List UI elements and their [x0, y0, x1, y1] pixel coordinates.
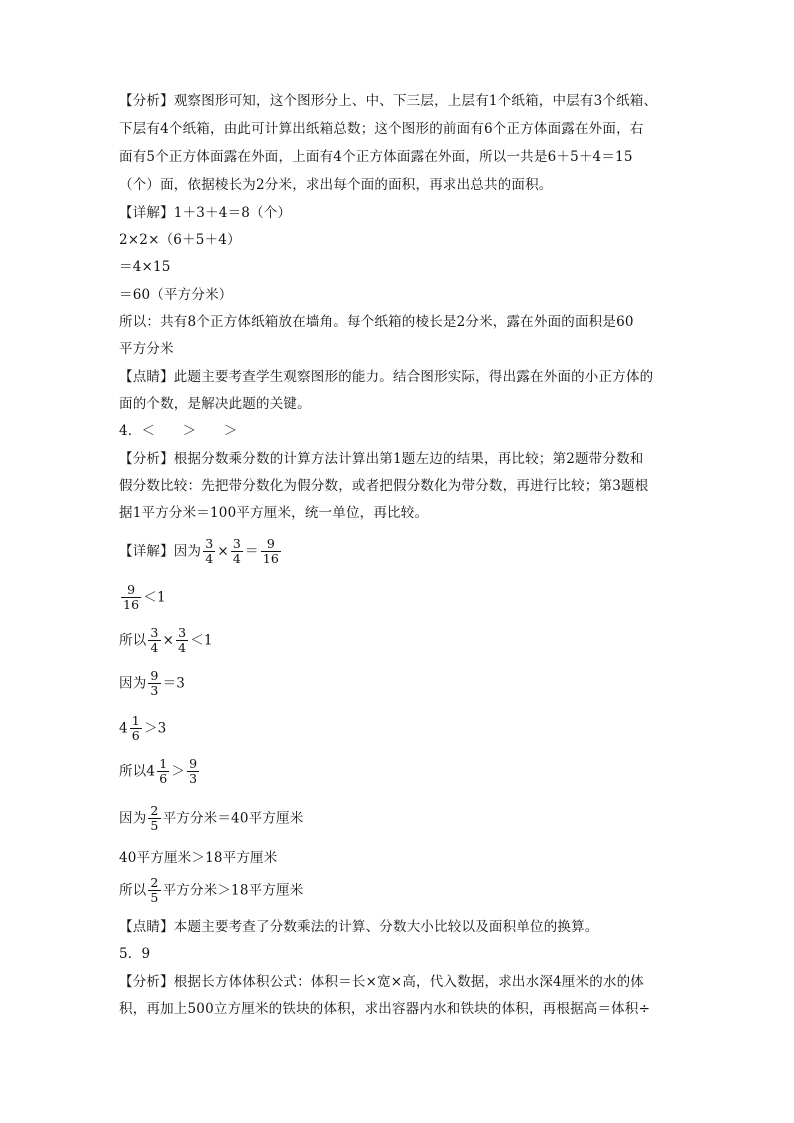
text-line: 平方分米: [119, 341, 174, 357]
math-line: 因为 $\frac{2}{5}$ 平方分米＝40平方厘米: [119, 803, 304, 833]
math-line: 所以4 $\frac{1}{6}$ ＞ $\frac{9}{3}$: [119, 756, 198, 786]
fraction: $\frac{2}{5}$: [150, 803, 159, 833]
text-line: 2×2×（6＋5＋4）: [119, 232, 241, 248]
math-line: 所以 $\frac{2}{5}$ 平方分米＞18平方厘米: [119, 875, 304, 905]
text-line: 下层有4个纸箱，由此可计算出纸箱总数；这个图形的前面有6个正方体面露在外面，右: [119, 121, 644, 137]
text-line: 积，再加上500立方厘米的铁块的体积，求出容器内水和铁块的体积，再根据高＝体积÷: [119, 1001, 651, 1017]
text-line: 【分析】根据分数乘分数的计算方法计算出第1题左边的结果，再比较；第2题带分数和: [119, 451, 644, 467]
math-line: 因为 $\frac{9}{3}$ ＝3: [119, 668, 186, 698]
text-line: 【详解】1＋3＋4＝8（个）: [119, 205, 292, 221]
question-4-answers: 4．＜ ＞ ＞: [119, 423, 238, 439]
fraction: $\frac{9}{16}$: [262, 536, 280, 566]
question-5-answer: 5．9: [119, 946, 151, 962]
text-line: 所以：共有8个正方体纸箱放在墙角。每个纸箱的棱长是2分米，露在外面的面积是60: [119, 314, 634, 330]
text-line: 【分析】观察图形可知，这个图形分上、中、下三层，上层有1个纸箱，中层有3个纸箱、: [119, 93, 658, 109]
math-line: 所以 $\frac{3}{4}$ × $\frac{3}{4}$ ＜1: [119, 625, 213, 655]
math-line: $\frac{9}{16}$ ＜1: [123, 582, 166, 612]
fraction: $\frac{9}{3}$: [150, 668, 159, 698]
text-line: 面有5个正方体面露在外面，上面有4个正方体面露在外面，所以一共是6＋5＋4＝15: [119, 149, 633, 165]
text-line: （个）面，依据棱长为2分米，求出每个面的面积，再求出总共的面积。: [119, 177, 553, 193]
text-line: 【分析】根据长方体体积公式：体积＝长×宽×高，代入数据，求出水深4厘米的水的体: [119, 974, 645, 990]
text-line: ＝4×15: [119, 259, 171, 275]
fraction: $\frac{2}{5}$: [150, 875, 159, 905]
fraction: $\frac{3}{4}$: [150, 625, 159, 655]
text-line: 假分数比较：先把带分数化为假分数，或者把假分数化为带分数，再进行比较；第3题根: [119, 478, 649, 494]
text-line: ＝60（平方分米）: [119, 287, 233, 303]
fraction: $\frac{1}{6}$: [131, 713, 140, 743]
math-line: 【详解】因为 $\frac{3}{4}$ × $\frac{3}{4}$ ＝ $\frac{9}{16}$: [119, 536, 280, 566]
math-line: 4 $\frac{1}{6}$ ＞3: [119, 713, 167, 743]
fraction: $\frac{9}{16}$: [123, 582, 140, 612]
fraction: $\frac{1}{6}$: [159, 756, 168, 786]
text-line: 据1平方分米＝100平方厘米，统一单位，再比较。: [119, 505, 429, 521]
fraction: $\frac{3}{4}$: [232, 536, 242, 566]
fraction: $\frac{3}{4}$: [205, 536, 214, 566]
text-line: 40平方厘米＞18平方厘米: [119, 850, 278, 866]
fraction: $\frac{9}{3}$: [189, 756, 198, 786]
text-line: 【点睛】本题主要考查了分数乘法的计算、分数大小比较以及面积单位的换算。: [119, 919, 599, 935]
fraction: $\frac{3}{4}$: [178, 625, 187, 655]
text-line: 【点睛】此题主要考查学生观察图形的能力。结合图形实际，得出露在外面的小正方体的: [119, 369, 654, 385]
text-line: 面的个数，是解决此题的关键。: [119, 396, 311, 412]
